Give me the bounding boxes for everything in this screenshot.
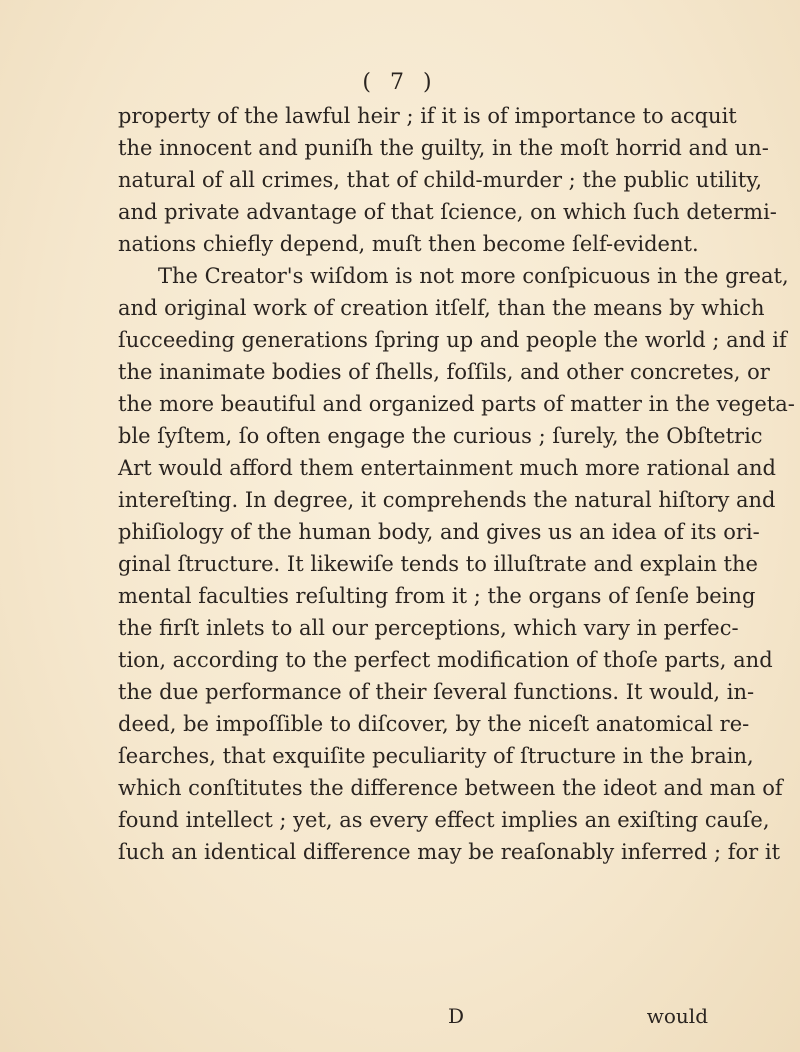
text-line: mental faculties reſulting from it ; the organs of ſenſe being bbox=[118, 584, 756, 608]
text-line: ſuch an identical difference may be reaſonably inferred ; for it bbox=[118, 840, 781, 864]
text-line: Art would afford them entertainment much more rational and bbox=[118, 456, 776, 480]
paragraph-continuation bbox=[118, 100, 777, 260]
text-line: which conſtitutes the difference between the ideot and man of bbox=[118, 776, 783, 800]
text-line: the innocent and puniſh the guilty, in the moſt horrid and un- bbox=[118, 136, 769, 160]
text-line: the due performance of their ſeveral functions. It would, in- bbox=[118, 680, 755, 704]
text-line: and original work of creation itſelf, than the means by which bbox=[118, 296, 765, 320]
text-line: tion, according to the perfect modification of thoſe parts, and bbox=[118, 648, 773, 672]
text-line: The Creator's wiſdom is not more conſpicuous in the great, bbox=[158, 264, 789, 288]
page-footer bbox=[118, 1004, 708, 1036]
text-line: ſucceeding generations ſpring up and people the world ; and if bbox=[118, 328, 787, 352]
text-line: ſearches, that exquiſite peculiarity of ſtructure in the brain, bbox=[118, 744, 754, 768]
signature-mark: D bbox=[448, 1004, 465, 1028]
text-line: and private advantage of that ſcience, on which ſuch determi- bbox=[118, 200, 777, 224]
text-line: deed, be impoſſible to diſcover, by the niceſt anatomical re- bbox=[118, 712, 750, 736]
text-line: natural of all crimes, that of child-murder ; the public utility, bbox=[118, 168, 763, 192]
paragraph-creator bbox=[118, 260, 795, 868]
text-line: nations chiefly depend, muſt then become ſelf-evident. bbox=[118, 232, 699, 256]
text-line: the inanimate bodies of ſhells, foſſils, and other concretes, or bbox=[118, 360, 770, 384]
text-line: ble ſyſtem, ſo often engage the curious ; ſurely, the Obſtetric bbox=[118, 424, 763, 448]
text-line: the more beautiful and organized parts of matter in the vegeta- bbox=[118, 392, 795, 416]
text-line: phiſiology of the human body, and gives us an idea of its ori- bbox=[118, 520, 760, 544]
text-line: ginal ſtructure. It likewiſe tends to illuſtrate and explain the bbox=[118, 552, 758, 576]
text-line: found intellect ; yet, as every effect implies an exiſting cauſe, bbox=[118, 808, 770, 832]
text-line: intereſting. In degree, it comprehends the natural hiſtory and bbox=[118, 488, 776, 512]
text-line: the firſt inlets to all our perceptions, which vary in perfec- bbox=[118, 616, 739, 640]
catchword: would bbox=[646, 1004, 708, 1028]
text-line: property of the lawful heir ; if it is of importance to acquit bbox=[118, 104, 737, 128]
page-number: ( 7 ) bbox=[362, 70, 438, 95]
